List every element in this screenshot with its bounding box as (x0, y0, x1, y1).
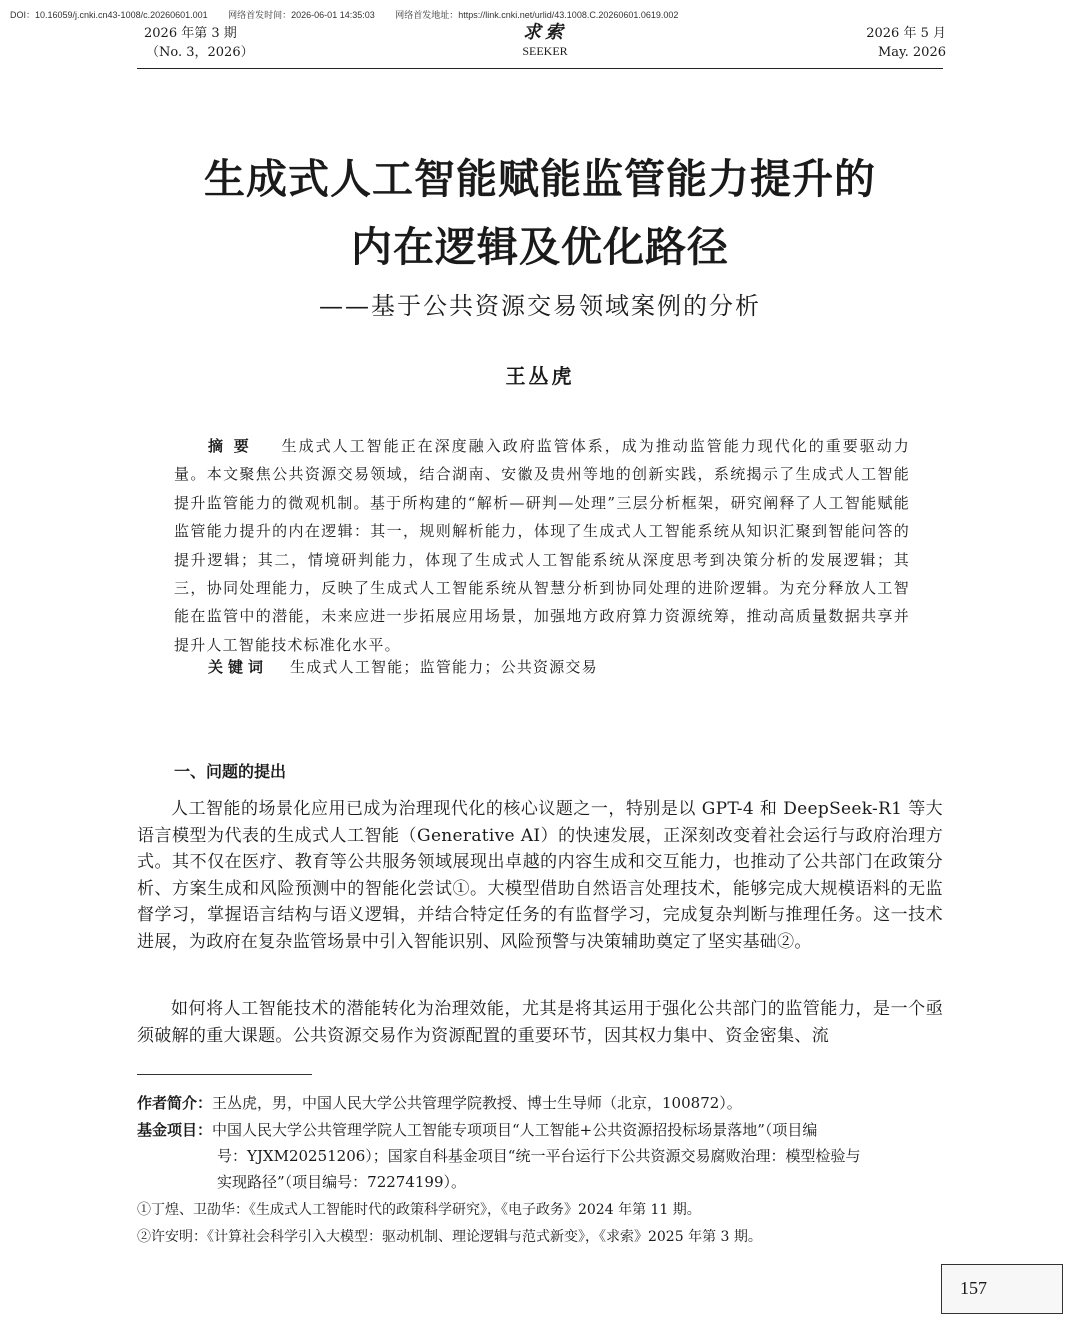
issue-info (144, 24, 254, 62)
abstract-text: 生成式人工智能正在深度融入政府监管体系，成为推动监管能力现代化的重要驱动力量。本文聚焦公共资源交易领域，结合湖南、安徽及贵州等地的创新实践，系统揭示了生成式人工智能提升监管能力的微观机制。基于所构建的“解析—研判—处理”三层分析框架，研究阐释了人工智能赋能监管能力提升的内在逻辑：其一，规则解析能力，体现了生成式人工智能系统从知识汇聚到智能问答的提升逻辑；其二，情境研判能力，体现了生成式人工智能系统从深度思考到决策分析的发展逻辑；其三，协同处理能力，反映了生成式人工智能系统从智慧分析到协同处理的进阶逻辑。为充分释放人工智能在监管中的潜能，未来应进一步拓展应用场景，加强地方政府算力资源统筹，推动高质量数据共享并提升人工智能技术标准化水平。 (174, 437, 910, 654)
journal-name-cn: 求索 (523, 22, 567, 43)
publish-url: 网络首发地址：https://link.cnki.net/urlid/43.1008.C.20260601.0619.002 (395, 10, 679, 20)
abstract (174, 432, 910, 659)
doi-line (10, 8, 696, 21)
article-title-line1: 生成式人工智能赋能监管能力提升的 (204, 155, 876, 203)
keywords-text: 生成式人工智能；监管能力；公共资源交易 (290, 658, 598, 676)
abstract-label: 摘要 (208, 437, 260, 455)
paragraph-text: 如何将人工智能技术的潜能转化为治理效能，尤其是将其运用于强化公共部门的监管能力，是一个亟须破解的重大课题。公共资源交易作为资源配置的重要环节，因其权力集中、资金密集、流 (137, 999, 943, 1046)
keywords (208, 656, 598, 677)
date-cn: 2026 年 5 月 (866, 26, 946, 41)
fund-text-1: 中国人民大学公共管理学院人工智能专项项目“人工智能+公共资源招投标场景落地”（项目编 (212, 1121, 818, 1139)
author-bio-label: 作者简介： (137, 1094, 213, 1112)
publish-time: 网络首发时间：2026-06-01 14:35:03 (228, 10, 375, 20)
keywords-label: 关键词 (208, 658, 269, 676)
date-info (836, 24, 946, 62)
body-paragraph-2 (137, 996, 943, 1049)
date-en: May. 2026 (877, 45, 946, 60)
header-divider (137, 68, 943, 69)
author-bio-text: 王丛虎，男，中国人民大学公共管理学院教授、博士生导师（北京，100872）。 (212, 1094, 742, 1112)
paragraph-text: 人工智能的场景化应用已成为治理现代化的核心议题之一，特别是以 GPT-4 和 DeepSeek-R1 等大语言模型为代表的生成式人工智能（Generative AI）的快速发展，正深刻改变着社会运行与政府治理方式。其不仅在医疗、教育等公共服务领域展现出卓越的内容生成和交互能力，也推动了公共部门在政策分析、方案生成和风险预测中的智能化尝试①。大模型借助自然语言处理技术，能够完成大规模语料的无监督学习，掌握语言结构与语义逻辑，并结合特定任务的有监督学习，完成复杂判断与推理任务。这一技术进展，为政府在复杂监管场景中引入智能识别、风险预警与决策辅助奠定了坚实基础②。 (137, 799, 943, 952)
fund-info (137, 1117, 943, 1195)
author-bio (137, 1090, 943, 1116)
fund-text-2: 号：YJXM20251206）；国家自科基金项目“统一平台运行下公共资源交易腐败治理：模型检验与 (217, 1147, 861, 1165)
issue-cn: 2026 年第 3 期 (144, 26, 237, 41)
footnote-1: ①丁煌、卫劭华：《生成式人工智能时代的政策科学研究》，《电子政务》2024 年第 11 期。 (137, 1202, 701, 1218)
fund-label: 基金项目： (137, 1121, 213, 1139)
footnote-divider (137, 1074, 312, 1075)
journal-masthead (490, 22, 600, 58)
section-heading: 一、问题的提出 (174, 762, 287, 781)
doi-text: DOI：10.16059/j.cnki.cn43-1008/c.20260601.001 (10, 10, 208, 20)
page-number: 157 (960, 1278, 987, 1298)
journal-name-en: SEEKER (522, 44, 568, 58)
article-author: 王丛虎 (505, 364, 575, 388)
issue-en: （No. 3，2026） (146, 45, 254, 60)
body-paragraph-1 (137, 796, 943, 955)
footnote-2: ②许安明：《计算社会科学引入大模型：驱动机制、理论逻辑与范式新变》，《求索》2025 年第 3 期。 (137, 1229, 762, 1245)
article-title-line2: 内在逻辑及优化路径 (351, 223, 729, 271)
article-subtitle: ——基于公共资源交易领域案例的分析 (319, 292, 761, 320)
fund-text-3: 实现路径”（项目编号：72274199）。 (217, 1173, 467, 1191)
